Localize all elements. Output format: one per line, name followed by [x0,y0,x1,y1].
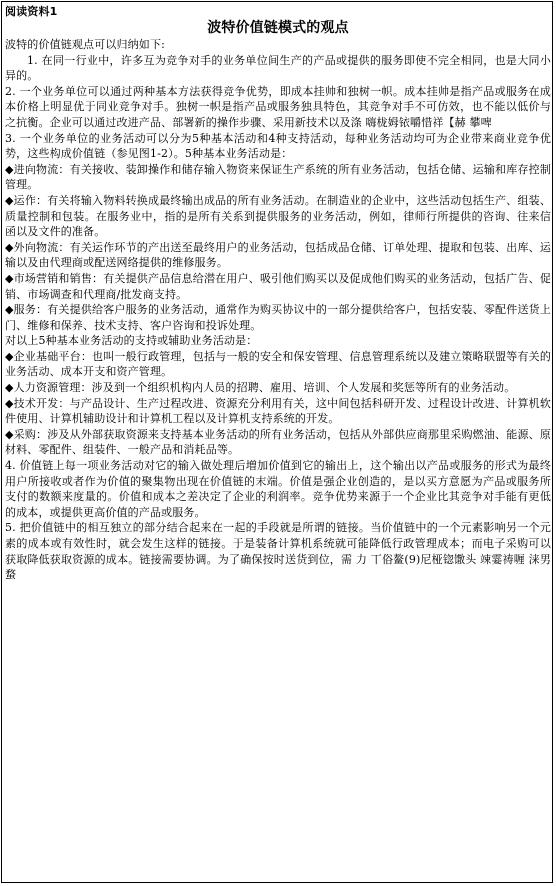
bullet-outbound-logistics: ◆外向物流：有关运作环节的产出送至最终用户的业务活动，包括成品仓储、订单处理、提取和包装、出库、运输以及由代理商或配送网络提供的维修服务。 [5,240,551,270]
bullet-procurement: ◆采购：涉及从外部获取资源来支持基本业务活动的所有业务活动，包括从外部供应商那里采购燃油、能源、原材料、零配件、组装件、一般产品和消耗品等。 [5,427,551,457]
bullet-inbound-logistics: ◆进向物流：有关接收、装卸操作和储存输入物资来保证生产系统的所有业务活动，包括仓储、运输和库存控制管理。 [5,162,551,192]
paragraph-point-2: 2. 一个业务单位可以通过两种基本方法获得竞争优势，即成本挂帅和独树一帜。成本挂帅是指产品或服务在成本价格上明显优于同业竞争对手。独树一帜是指产品或服务独具特色，其竞争对手不可仿效，也不能以低价与之抗衡。企业可以通过改进产品、部署新的操作步骤、采用新技术以及涤 嗨栊姆铱嚼惜祥【赫 攀啤 [5,84,551,129]
paragraph-point-4: 4. 价值链上每一项业务活动对它的输入做处理后増加价值到它的输出上，这个输出以产品或服务的形式为最终用户所接收或者作为价值的聚集物出现在价值链的末端。价值是强企业创造的，是以买方意愿为产品或服务所支付的数额来度量的。价值和成本之差决定了企业的利润率。竞争优势来源于一个企业比其竞争对手能有更低的成本，或提供更高价值的产品或服务。 [5,459,551,519]
bullet-technology-development: ◆技术开发：与产品设计、生产过程改进、资源充分利用有关，这中间包括科研开发、过程设计改进、计算机软件使用、计算机辅助设计和计算机工程以及计算机支持系统的开发。 [5,396,551,426]
bullet-service: ◆服务：有关提供给客户服务的业务活动，通常作为购买协议中的一部分提供给客户，包括安装、零配件送货上门、维修和保养、技术支持、客户咨询和投诉处理。 [5,303,551,332]
paragraph-point-3: 3. 一个业务单位的业务活动可以分为5种基本活动和4种支持活动，每种业务活动均可为企业带来商业竞争优势，这些构成价值链（参见图1-2）。5种基本业务活动是： [5,131,551,161]
bullet-operations: ◆运作：有关将输入物料转换成最终输出成品的所有业务活动。在制造业的企业中，这些活动包括生产、组装、质量控制和包装。在服务业中，指的是所有关系到提供服务的业务活动，例如，律师行所提供的咨询、往来信函以及文件的准备。 [5,193,551,239]
paragraph-support-intro: 对以上5种基本业务活动的支持或辅助业务活动是： [5,334,258,348]
document-title: 波特价值链模式的观点 [207,20,349,36]
bullet-infrastructure: ◆企业基础平台：也叫一般行政管理，包括与一般的安全和保安管理、信息管理系统以及建立策略联盟等有关的业务活动、成本开支和资产管理。 [5,349,551,379]
paragraph-point-5: 5. 把价值链中的相互独立的部分结合起来在一起的手段就是所谓的链接。当价值链中的一个元素影响另一个元素的成本或有效性时，就会发生这样的链接。于是装备计算机系统就可能降低行政管理成本；而电子采购可以获取降低获取资源的成本。链接需要协调。为了确保按时送货到位，需 力 丅俗鳌(9)尼桠锪馓头 竦霎祷喱 涞男 蝥 [5,521,551,582]
document-heading: 阅读资料1 [5,5,58,18]
paragraph-point-1: 1. 在同一行业中，许多互为竞争对手的业务单位间生产的产品或提供的服务即使不完全相同，也是大同小异的。 [5,53,551,83]
bullet-human-resources: ◆人力资源管理：涉及到一个组织机构内人员的招聘、雇用、培训、个人发展和奖惩等所有的业务活动。 [5,381,516,395]
document-content [5,4,551,583]
paragraph-intro: 波特的价值链观点可以归纳如下: [5,38,165,51]
bullet-marketing-sales: ◆市场营销和销售：有关提供产品信息给潜在用户、吸引他们购买以及促成他们购买的业务活动，包括广告、促销、市场调查和代理商/批发商支持。 [5,271,551,301]
